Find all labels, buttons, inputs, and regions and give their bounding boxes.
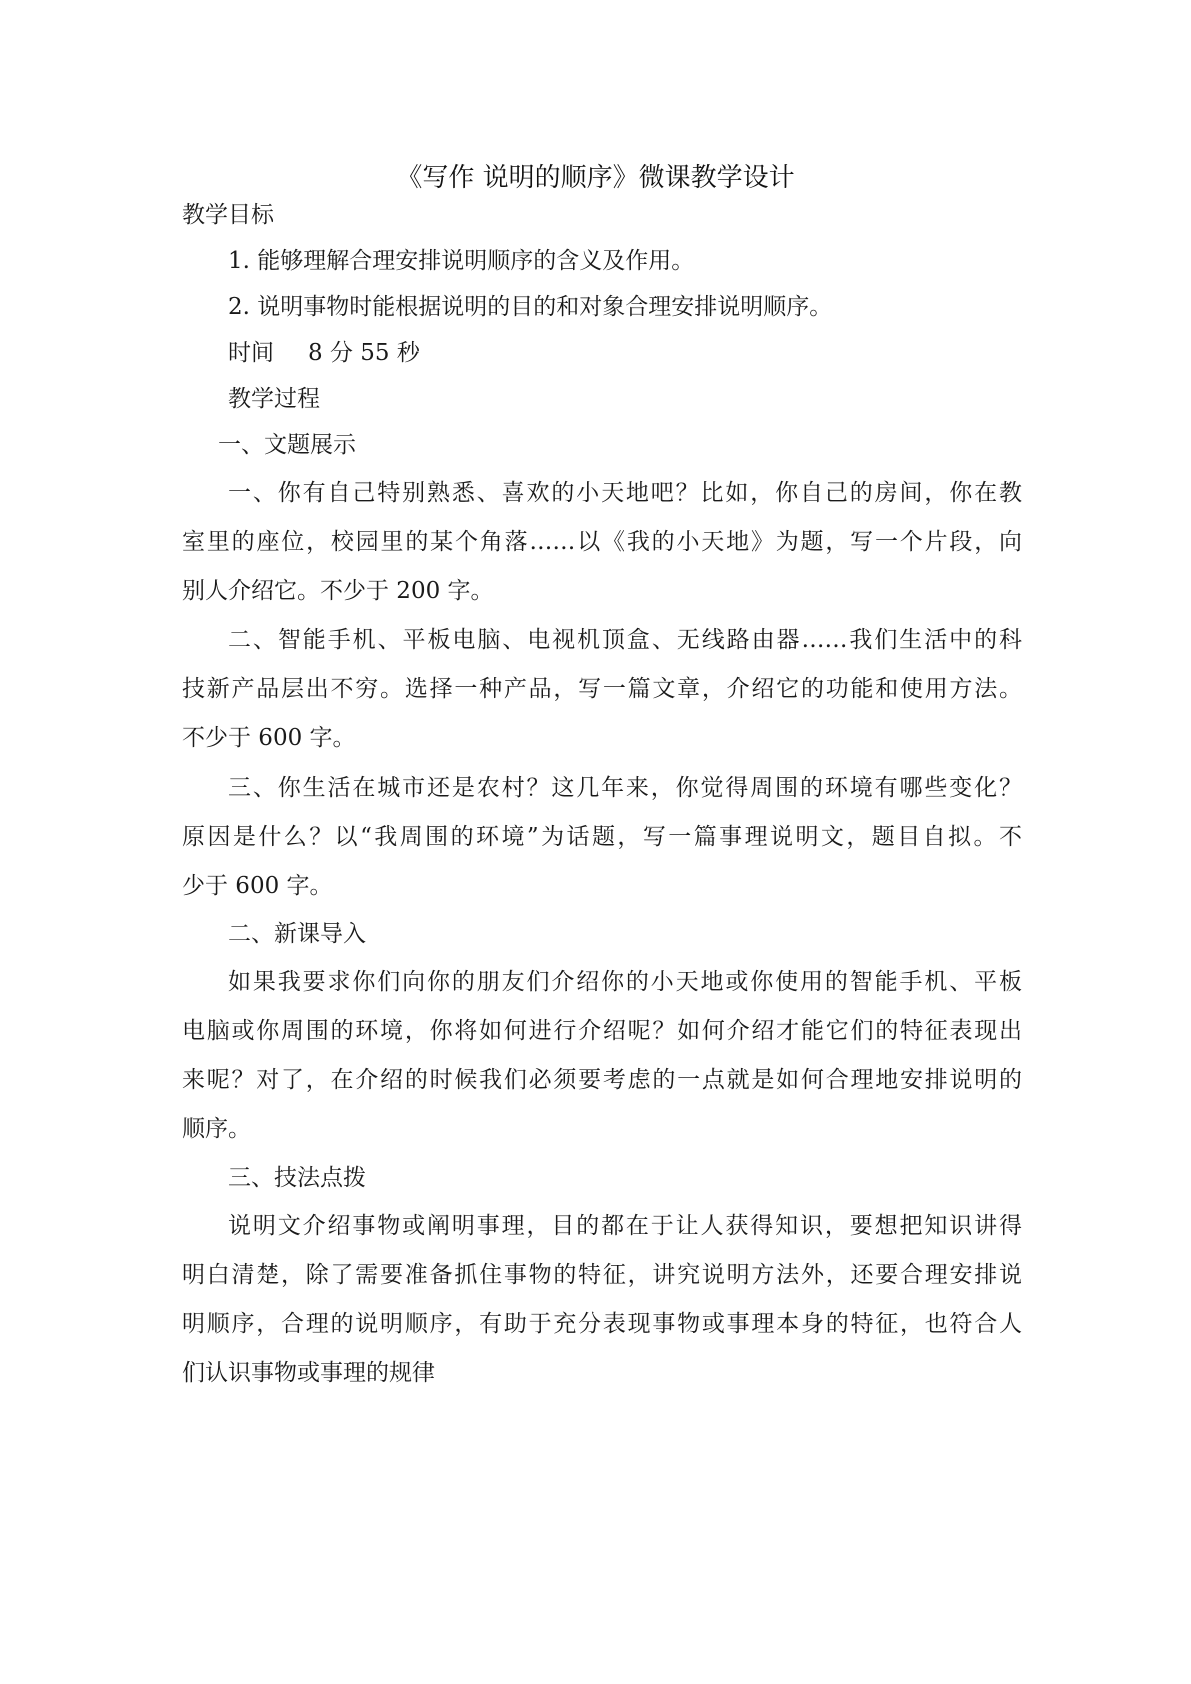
objective-2: 2. 说明事物时能根据说明的目的和对象合理安排说明顺序。 [228, 294, 833, 320]
topic-3-line-2: 原因是什么？以“我周围的环境”为话题，写一篇事理说明文，题目自拟。不 [182, 824, 1022, 850]
skill-line-3: 明顺序，合理的说明顺序，有助于充分表现事物或事理本身的特征，也符合人 [182, 1311, 1022, 1337]
skill-line-4: 们认识事物或事理的规律 [182, 1360, 435, 1386]
objective-1: 1. 能够理解合理安排说明顺序的含义及作用。 [228, 248, 695, 274]
topic-1-line-3: 别人介绍它。不少于 200 字。 [182, 578, 494, 604]
skill-line-2: 明白清楚，除了需要准备抓住事物的特征，讲究说明方法外，还要合理安排说 [182, 1262, 1022, 1288]
section-2-heading: 二、新课导入 [228, 921, 366, 947]
intro-line-4: 顺序。 [182, 1116, 251, 1142]
topic-1-line-1: 一、你有自己特别熟悉、喜欢的小天地吧？比如，你自己的房间，你在教 [228, 480, 1022, 506]
intro-line-3: 来呢？对了，在介绍的时候我们必须要考虑的一点就是如何合理地安排说明的 [182, 1067, 1022, 1093]
topic-2-line-1: 二、智能手机、平板电脑、电视机顶盒、无线路由器……我们生活中的科 [228, 627, 1022, 653]
time-value: 8 分 55 秒 [308, 340, 420, 366]
topic-1-line-2: 室里的座位，校园里的某个角落……以《我的小天地》为题，写一个片段，向 [182, 529, 1022, 555]
section-1-heading: 一、文题展示 [218, 432, 356, 458]
document-title: 《写作 说明的顺序》微课教学设计 [396, 163, 795, 193]
objectives-heading: 教学目标 [182, 202, 274, 228]
time-label: 时间 [228, 340, 274, 366]
topic-3-line-1: 三、你生活在城市还是农村？这几年来，你觉得周围的环境有哪些变化？ [228, 775, 1022, 801]
intro-line-1: 如果我要求你们向你的朋友们介绍你的小天地或你使用的智能手机、平板 [228, 969, 1022, 995]
section-3-heading: 三、技法点拨 [228, 1165, 366, 1191]
intro-line-2: 电脑或你周围的环境，你将如何进行介绍呢？如何介绍才能它们的特征表现出 [182, 1018, 1022, 1044]
topic-2-line-2: 技新产品层出不穷。选择一种产品，写一篇文章，介绍它的功能和使用方法。 [182, 676, 1022, 702]
topic-3-line-3: 少于 600 字。 [182, 873, 333, 899]
topic-2-line-3: 不少于 600 字。 [182, 725, 356, 751]
skill-line-1: 说明文介绍事物或阐明事理，目的都在于让人获得知识，要想把知识讲得 [228, 1213, 1022, 1239]
process-heading: 教学过程 [228, 386, 320, 412]
time-row [228, 335, 1068, 371]
